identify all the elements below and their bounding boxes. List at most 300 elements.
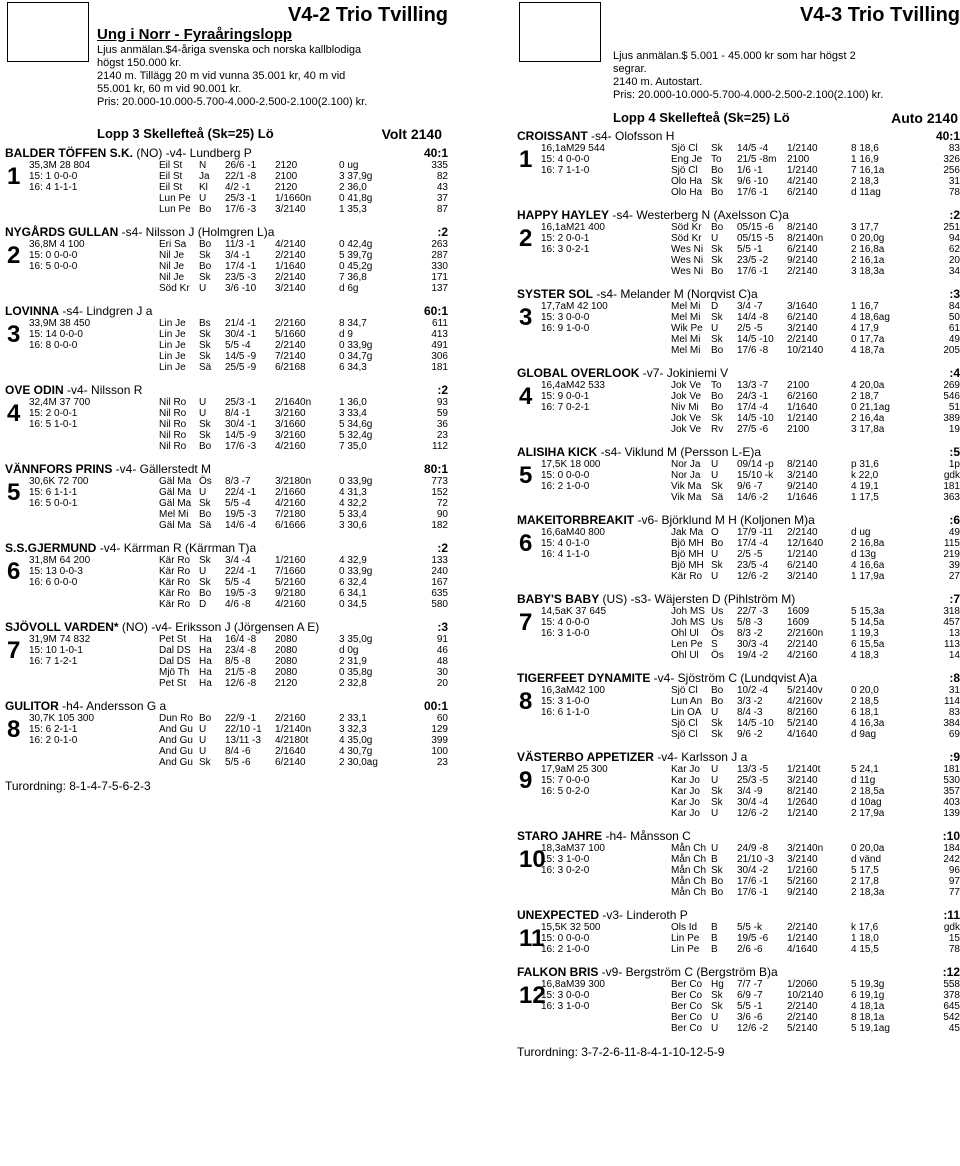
- distance-cell: 9/2140: [787, 887, 818, 898]
- past-start-row: [541, 424, 960, 435]
- distance-cell: 2/2140: [787, 527, 818, 538]
- driver-cell: Pet St: [159, 678, 187, 689]
- odds-cell: 45: [948, 1023, 960, 1034]
- date-cell: 5/8 -3: [737, 617, 763, 628]
- date-cell: 30/4 -2: [737, 865, 769, 876]
- past-starts: [541, 764, 960, 819]
- date-cell: 16/4 -8: [225, 634, 257, 645]
- start-number: 8: [7, 716, 21, 743]
- distance-cell: 2080: [275, 634, 298, 645]
- result-cell: 8 34,7: [339, 318, 367, 329]
- result-cell: d 6g: [339, 283, 359, 294]
- distance-cell: 3/1660: [275, 419, 306, 430]
- past-start-row: [541, 549, 960, 560]
- odds-cell: 90: [436, 509, 448, 520]
- stat-cell: 16,8aM39 300: [541, 979, 605, 990]
- driver-cell: And Gu: [159, 757, 193, 768]
- track-cell: Bo: [711, 391, 724, 402]
- past-start-row: [29, 283, 450, 294]
- horse-odds: :3: [949, 287, 960, 301]
- track-cell: U: [199, 408, 207, 419]
- past-start-row: [29, 318, 450, 329]
- odds-cell: 77: [948, 887, 960, 898]
- result-cell: 6 18,1: [851, 707, 879, 718]
- odds-cell: 330: [431, 261, 448, 272]
- distance-cell: 1/2140n: [275, 724, 312, 735]
- track-cell: U: [711, 775, 719, 786]
- track-cell: Sk: [199, 757, 211, 768]
- odds-cell: 34: [948, 266, 960, 277]
- driver-cell: Nil Ro: [159, 419, 187, 430]
- result-cell: 0 42,4g: [339, 239, 373, 250]
- result-cell: 4 17,9: [851, 323, 879, 334]
- odds-cell: 27: [948, 571, 960, 582]
- horse-odds: :7: [949, 592, 960, 606]
- track-cell: U: [199, 283, 207, 294]
- past-start-row: [29, 441, 450, 452]
- horse-name: UNEXPECTED: [517, 908, 600, 922]
- horse-header: [517, 672, 960, 685]
- past-start-row: [541, 876, 960, 887]
- driver-cell: Vik Ma: [671, 492, 702, 503]
- distance-cell: 2100: [275, 171, 298, 182]
- odds-cell: 133: [431, 555, 448, 566]
- result-cell: 1 16,9: [851, 154, 879, 165]
- distance-cell: 5/2140: [787, 718, 818, 729]
- horse-info: -v4- Gällerstedt M: [112, 462, 212, 476]
- driver-cell: Gäl Ma: [159, 520, 192, 531]
- odds-cell: 457: [943, 617, 960, 628]
- result-cell: 0 33,9g: [339, 476, 373, 487]
- track-cell: Sä: [199, 520, 212, 531]
- driver-cell: Ber Co: [671, 1023, 703, 1034]
- distance-cell: 6/2160: [787, 391, 818, 402]
- distance-cell: 1/2160: [275, 555, 306, 566]
- driver-cell: Lun An: [671, 696, 703, 707]
- date-cell: 3/6 -6: [737, 1012, 763, 1023]
- track-cell: B: [711, 922, 718, 933]
- driver-cell: Dal DS: [159, 645, 191, 656]
- past-start-row: [541, 650, 960, 661]
- past-starts: [29, 239, 450, 294]
- horse-entry: [5, 463, 450, 531]
- past-start-row: [541, 764, 960, 775]
- track-cell: Bo: [199, 441, 212, 452]
- odds-cell: 182: [431, 520, 448, 531]
- distance-cell: 4/2180t: [275, 735, 309, 746]
- result-cell: 2 17,9a: [851, 808, 885, 819]
- odds-cell: 43: [436, 182, 448, 193]
- driver-cell: Lin Je: [159, 362, 186, 373]
- track-cell: U: [199, 193, 207, 204]
- date-cell: 17/6 -1: [737, 187, 769, 198]
- logo-placeholder: [519, 2, 601, 62]
- date-cell: 21/5 -8m: [737, 154, 777, 165]
- stat-cell: 15: 4 0-1-0: [541, 538, 590, 549]
- date-cell: 24/9 -8: [737, 843, 769, 854]
- horse-entry: [517, 288, 960, 356]
- driver-cell: And Gu: [159, 724, 193, 735]
- distance-cell: 12/1640: [787, 538, 824, 549]
- past-start-row: [541, 244, 960, 255]
- past-start-row: [29, 645, 450, 656]
- odds-cell: 37: [436, 193, 448, 204]
- driver-cell: Kär Ro: [671, 571, 703, 582]
- stat-cell: 16,1aM21 400: [541, 222, 605, 233]
- distance-cell: 2120: [275, 678, 298, 689]
- odds-cell: 83: [948, 707, 960, 718]
- past-start-row: [541, 255, 960, 266]
- track-cell: N: [199, 160, 207, 171]
- past-start-row: [541, 729, 960, 740]
- date-cell: 23/5 -4: [737, 560, 769, 571]
- stat-cell: 17,7aM 42 100: [541, 301, 608, 312]
- driver-cell: Nil Ro: [159, 408, 187, 419]
- horse-name: ALISIHA KICK: [517, 445, 598, 459]
- horse-entry: [5, 621, 450, 689]
- date-cell: 5/5 -6: [225, 757, 251, 768]
- distance-cell: 7/1660: [275, 566, 306, 577]
- odds-cell: 78: [948, 944, 960, 955]
- date-cell: 14/5 -4: [737, 143, 769, 154]
- track-cell: U: [199, 746, 207, 757]
- horse-name: OVE ODIN: [5, 383, 64, 397]
- past-start-row: [29, 430, 450, 441]
- condition-line: Pris: 20.000-10.000-5.700-4.000-2.500-2.100(2.100) kr.: [97, 96, 368, 108]
- past-start-row: [541, 538, 960, 549]
- horse-name: GLOBAL OVERLOOK: [517, 366, 640, 380]
- distance-cell: 2120: [275, 160, 298, 171]
- result-cell: 5 15,3a: [851, 606, 885, 617]
- track-cell: Bo: [711, 165, 724, 176]
- date-cell: 9/6 -10: [737, 176, 769, 187]
- distance-cell: 3/2180n: [275, 476, 312, 487]
- driver-cell: Eng Je: [671, 154, 703, 165]
- date-cell: 25/3 -5: [737, 775, 769, 786]
- distance-cell: 1/1646: [787, 492, 818, 503]
- result-cell: 3 17,8a: [851, 424, 885, 435]
- driver-cell: Lin OA: [671, 707, 702, 718]
- track-cell: Sk: [711, 865, 723, 876]
- odds-cell: 645: [943, 1001, 960, 1012]
- distance-cell: 4/2160v: [787, 696, 823, 707]
- past-start-row: [29, 362, 450, 373]
- track-cell: Bo: [199, 588, 212, 599]
- date-cell: 6/9 -7: [737, 990, 763, 1001]
- date-cell: 8/4 -3: [737, 707, 763, 718]
- stat-cell: 35,3M 28 804: [29, 160, 91, 171]
- distance-cell: 5/2160: [787, 876, 818, 887]
- odds-cell: 36: [436, 419, 448, 430]
- driver-cell: Lin Je: [159, 318, 186, 329]
- distance-cell: 7/2180: [275, 509, 306, 520]
- past-start-row: [541, 459, 960, 470]
- stat-cell: 15: 0 0-0-0: [541, 933, 590, 944]
- odds-cell: 205: [943, 345, 960, 356]
- date-cell: 3/4 -9: [737, 786, 763, 797]
- result-cell: 5 33,4: [339, 509, 367, 520]
- stat-cell: 16: 5 0-0-1: [29, 498, 78, 509]
- past-start-row: [541, 718, 960, 729]
- track-cell: Bo: [199, 261, 212, 272]
- odds-cell: 112: [432, 441, 448, 452]
- track-cell: Bo: [199, 204, 212, 215]
- past-start-row: [29, 735, 450, 746]
- stat-cell: 15: 14 0-0-0: [29, 329, 83, 340]
- result-cell: 6 34,3: [339, 362, 367, 373]
- odds-cell: 287: [431, 250, 448, 261]
- past-start-row: [29, 250, 450, 261]
- distance-cell: 8/2140: [787, 786, 818, 797]
- driver-cell: Olo Ha: [671, 187, 703, 198]
- horse-header: [517, 514, 960, 527]
- distance-cell: 6/2140: [787, 560, 818, 571]
- result-cell: 0 41,8g: [339, 193, 373, 204]
- driver-cell: Sjö Cl: [671, 729, 698, 740]
- result-cell: 3 18,3a: [851, 266, 885, 277]
- past-start-row: [541, 527, 960, 538]
- date-cell: 8/4 -1: [225, 408, 251, 419]
- start-number: 7: [519, 609, 533, 636]
- driver-cell: Ber Co: [671, 1001, 703, 1012]
- result-cell: 5 39,7g: [339, 250, 373, 261]
- date-cell: 12/6 -2: [737, 1023, 769, 1034]
- condition-line: Ljus anmälan.$4-åriga svenska och norska kallblodiga: [97, 44, 362, 56]
- result-cell: 5 32,4g: [339, 430, 373, 441]
- result-cell: 1 36,0: [339, 397, 367, 408]
- track-cell: Sk: [199, 250, 211, 261]
- result-cell: 4 18,3: [851, 650, 879, 661]
- horse-odds: 40:1: [423, 146, 448, 160]
- result-cell: 3 17,7: [851, 222, 879, 233]
- distance-cell: 8/2160: [787, 707, 818, 718]
- date-cell: 19/4 -2: [737, 650, 769, 661]
- past-start-row: [29, 599, 450, 610]
- horse-info: (NO) -v4- Lundberg P: [133, 146, 252, 160]
- odds-cell: 14: [948, 650, 960, 661]
- horse-header: [517, 446, 960, 459]
- horse-name: BABY'S BABY: [517, 592, 600, 606]
- stat-cell: 15: 3 1-0-0: [541, 854, 590, 865]
- result-cell: 0 20,0a: [851, 843, 885, 854]
- distance-cell: 2/2140: [787, 334, 818, 345]
- odds-cell: 335: [431, 160, 448, 171]
- driver-cell: Eil St: [159, 160, 183, 171]
- odds-cell: 94: [948, 233, 960, 244]
- past-start-row: [29, 204, 450, 215]
- stat-cell: 14,5aK 37 645: [541, 606, 607, 617]
- stat-cell: 36,8M 4 100: [29, 239, 85, 250]
- stat-cell: 17,5K 18 000: [541, 459, 601, 470]
- result-cell: 2 36,0: [339, 182, 367, 193]
- date-cell: 25/3 -1: [225, 193, 257, 204]
- horse-entry: [5, 700, 450, 768]
- date-cell: 3/6 -10: [225, 283, 257, 294]
- past-start-row: [29, 509, 450, 520]
- track-cell: U: [199, 397, 207, 408]
- track-cell: U: [711, 233, 719, 244]
- horse-info: -s4- Westerberg N (Axelsson C)a: [609, 208, 789, 222]
- odds-cell: 82: [436, 171, 448, 182]
- track-cell: U: [711, 459, 719, 470]
- past-start-row: [541, 187, 960, 198]
- result-cell: 4 15,5: [851, 944, 879, 955]
- track-cell: Sk: [199, 272, 211, 283]
- horse-info: -s4- Viklund M (Persson L-E)a: [597, 445, 762, 459]
- date-cell: 22/7 -3: [737, 606, 769, 617]
- distance-cell: 1/2140: [787, 143, 818, 154]
- horse-entry: [517, 209, 960, 277]
- result-cell: 2 33,1: [339, 713, 367, 724]
- date-cell: 19/5 -6: [737, 933, 769, 944]
- odds-cell: 113: [944, 639, 960, 650]
- past-starts: [541, 685, 960, 740]
- odds-cell: 318: [943, 606, 960, 617]
- track-cell: Ja: [199, 171, 210, 182]
- result-cell: 2 31,9: [339, 656, 367, 667]
- distance-cell: 2100: [787, 154, 810, 165]
- horse-header: [517, 751, 960, 764]
- track-cell: U: [711, 323, 719, 334]
- start-number: 6: [519, 530, 533, 557]
- right-race-column: [517, 0, 960, 1059]
- driver-cell: Wes Ni: [671, 255, 704, 266]
- condition-line: segrar.: [613, 63, 647, 75]
- past-start-row: [29, 476, 450, 487]
- track-cell: Sk: [199, 419, 211, 430]
- track-cell: Bo: [711, 402, 724, 413]
- distance-cell: 4/2160: [275, 599, 306, 610]
- past-start-row: [541, 560, 960, 571]
- track-cell: Sk: [711, 729, 723, 740]
- driver-cell: Söd Kr: [671, 233, 702, 244]
- date-cell: 23/5 -2: [737, 255, 769, 266]
- start-order: Turordning: 8-1-4-7-5-6-2-3: [5, 779, 151, 793]
- race-conditions: [613, 50, 960, 102]
- track-cell: Us: [711, 606, 724, 617]
- date-cell: 14/5 -10: [737, 413, 774, 424]
- driver-cell: Jok Ve: [671, 424, 702, 435]
- distance-cell: 1609: [787, 606, 810, 617]
- past-start-row: [541, 470, 960, 481]
- result-cell: p 31,6: [851, 459, 879, 470]
- date-cell: 14/5 -9: [225, 430, 257, 441]
- past-start-row: [29, 724, 450, 735]
- result-cell: d vänd: [851, 854, 882, 865]
- track-cell: Sk: [199, 329, 211, 340]
- distance-cell: 4/1640: [787, 729, 818, 740]
- past-start-row: [29, 566, 450, 577]
- date-cell: 17/6 -3: [225, 441, 257, 452]
- track-cell: U: [711, 808, 719, 819]
- distance-cell: 2080: [275, 667, 298, 678]
- date-cell: 8/3 -7: [225, 476, 251, 487]
- result-cell: 4 31,3: [339, 487, 367, 498]
- driver-cell: Nil Ro: [159, 397, 187, 408]
- past-start-row: [541, 628, 960, 639]
- driver-cell: Kär Ro: [159, 555, 191, 566]
- track-cell: U: [711, 470, 719, 481]
- date-cell: 13/11 -3: [225, 735, 261, 746]
- driver-cell: And Gu: [159, 735, 193, 746]
- driver-cell: Söd Kr: [159, 283, 190, 294]
- past-start-row: [29, 351, 450, 362]
- odds-cell: 31: [948, 176, 960, 187]
- stat-cell: 16: 3 1-0-0: [541, 628, 590, 639]
- stat-cell: 15: 10 1-0-1: [29, 645, 83, 656]
- track-cell: B: [711, 854, 718, 865]
- odds-cell: 61: [948, 323, 960, 334]
- horse-entry: [517, 830, 960, 898]
- odds-cell: 184: [943, 843, 960, 854]
- past-starts: [541, 922, 960, 955]
- result-cell: d 9: [339, 329, 353, 340]
- track-cell: D: [199, 599, 207, 610]
- driver-cell: Lin Je: [159, 340, 186, 351]
- distance-cell: 4/2140: [787, 176, 818, 187]
- past-start-row: [541, 492, 960, 503]
- track-cell: Sk: [711, 413, 723, 424]
- result-cell: 0 17,7a: [851, 334, 885, 345]
- result-cell: 0 20,0: [851, 685, 879, 696]
- track-cell: U: [199, 566, 207, 577]
- start-number: 4: [519, 383, 533, 410]
- stat-cell: 15: 4 0-0-0: [541, 154, 590, 165]
- result-cell: 0 34,5: [339, 599, 367, 610]
- track-cell: Sk: [711, 786, 723, 797]
- date-cell: 8/3 -2: [737, 628, 763, 639]
- race-title: V4-2 Trio Tvilling: [287, 4, 448, 26]
- driver-cell: Mån Ch: [671, 843, 707, 854]
- driver-cell: Kär Ro: [159, 566, 191, 577]
- result-cell: 4 18,6ag: [851, 312, 890, 323]
- horse-entry: [5, 542, 450, 610]
- date-cell: 21/4 -1: [225, 318, 257, 329]
- distance-cell: 5/2140v: [787, 685, 823, 696]
- past-start-row: [29, 746, 450, 757]
- horse-info: -s4- Lindgren J a: [59, 304, 153, 318]
- past-start-row: [541, 990, 960, 1001]
- odds-cell: 546: [943, 391, 960, 402]
- date-cell: 17/6 -1: [737, 887, 769, 898]
- odds-cell: 635: [431, 588, 448, 599]
- date-cell: 7/7 -7: [737, 979, 763, 990]
- track-cell: Bo: [711, 187, 724, 198]
- race-header: [5, 0, 450, 147]
- past-start-row: [541, 887, 960, 898]
- horse-header: [5, 621, 450, 634]
- past-start-row: [29, 667, 450, 678]
- past-start-row: [541, 606, 960, 617]
- odds-cell: 256: [943, 165, 960, 176]
- driver-cell: Ohl Ul: [671, 650, 699, 661]
- date-cell: 9/6 -7: [737, 481, 763, 492]
- start-type: Auto 2140: [891, 110, 958, 126]
- result-cell: d 10ag: [851, 797, 882, 808]
- past-start-row: [29, 713, 450, 724]
- distance-cell: 1/2140: [787, 933, 818, 944]
- driver-cell: Dal DS: [159, 656, 191, 667]
- stat-cell: 16: 9 1-0-0: [541, 323, 590, 334]
- horse-name: MAKEITORBREAKIT: [517, 513, 635, 527]
- odds-cell: 181: [431, 362, 448, 373]
- result-cell: 2 16,8a: [851, 244, 885, 255]
- stat-cell: 33,9M 38 450: [29, 318, 91, 329]
- track-cell: Sk: [711, 481, 723, 492]
- horse-odds: :2: [437, 225, 448, 239]
- driver-cell: Lin Je: [159, 351, 186, 362]
- odds-cell: 357: [943, 786, 960, 797]
